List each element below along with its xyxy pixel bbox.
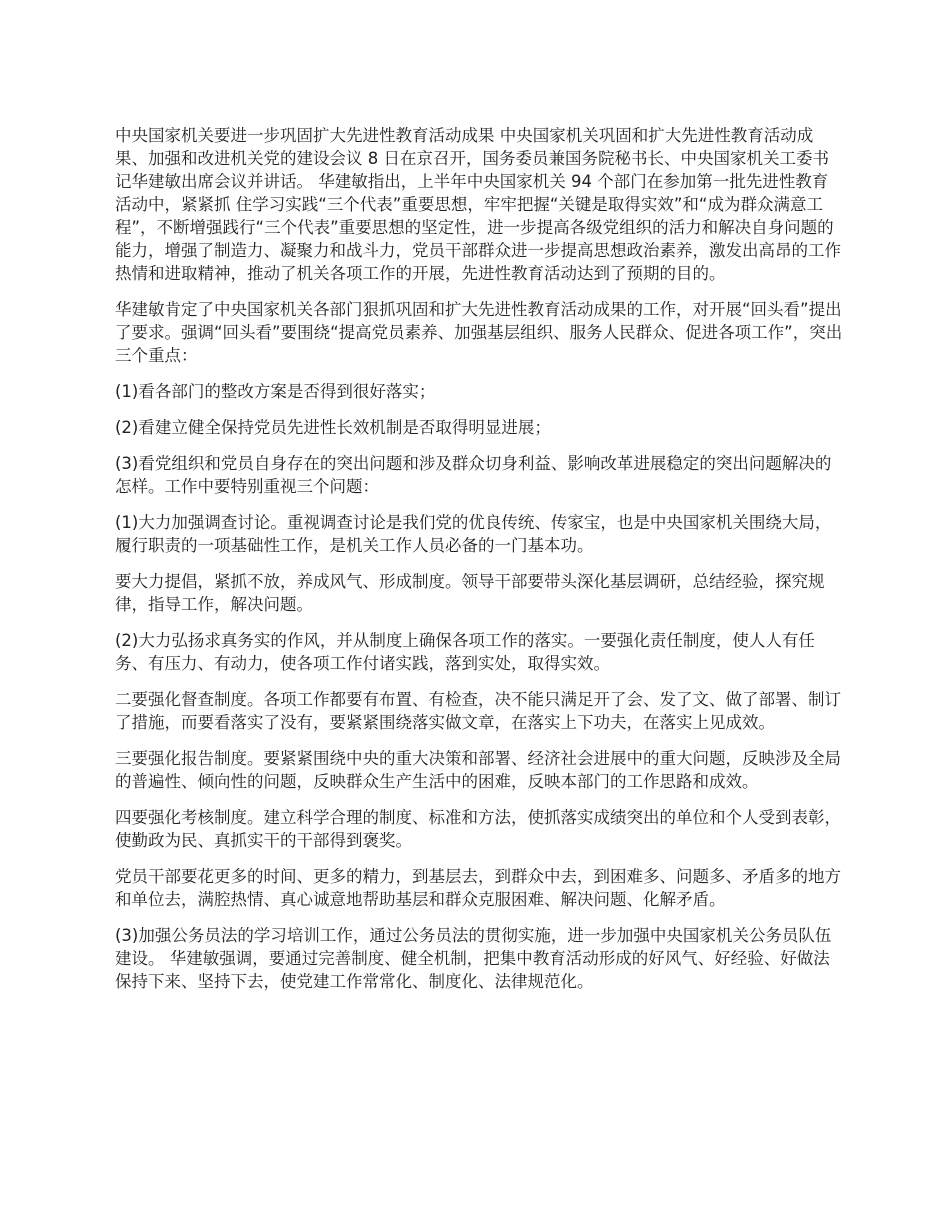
paragraph-9: 二要强化督查制度。各项工作都要有布置、有检查，决不能只满足开了会、发了文、做了部署、制订了措施，而要看落实了没有，要紧紧围绕落实做文章，在落实上下功夫，在落实上见成效。 — [115, 690, 841, 732]
paragraph-4: (2)看建立健全保持党员先进性长效机制是否取得明显进展； — [115, 418, 551, 437]
paragraph-3: (1)看各部门的整改方案是否得到很好落实； — [115, 382, 436, 401]
paragraph-1: 中央国家机关要进一步巩固扩大先进性教育活动成果 中央国家机关巩固和扩大先进性教育活动成果、加强和改进机关党的建设会议 8 日在京召开，国务委员兼国务院秘书长、中央国家机关工委书记华建敏出席会议并讲话。 华建敏指出，上半年中央国家机关 94 个部门在参加第一批先进性教育活动中，紧紧抓 住学习实践“三个代表”重要思想，牢牢把握“关键是取得实效”和“成为群众满意工程”，不断增强践行“三个代表”重要思想的坚定性，进一步提高各级党组织的活力和解决自身问题的能力，增强了制造力、凝聚力和战斗力，党员干部群众进一步提高思想政治素养，激发出高昂的工作热情和进取精神，推动了机关各项工作的开展，先进性教育活动达到了预期的目的。 — [115, 126, 841, 283]
paragraph-7: 要大力提倡，紧抓不放，养成风气、形成制度。领导干部要带头深化基层调研，总结经验，探究规律，指导工作，解决问题。 — [115, 572, 825, 614]
document-body — [115, 124, 843, 1006]
paragraph-8: (2)大力弘扬求真务实的作风，并从制度上确保各项工作的落实。一要强化责任制度，使人人有任务、有压力、有动力，使各项工作付诸实践，落到实处，取得实效。 — [115, 631, 815, 673]
paragraph-5: (3)看党组织和党员自身存在的突出问题和涉及群众切身利益、影响改革进展稳定的突出问题解决的怎样。工作中要特别重视三个问题： — [115, 454, 832, 496]
paragraph-13: (3)加强公务员法的学习培训工作，通过公务员法的贯彻实施，进一步加强中央国家机关公务员队伍建设。 华建敏强调，要通过完善制度、健全机制，把集中教育活动形成的好风气、好经验、好做法保持下来、坚持下去，使党建工作常常化、制度化、法律规范化。 — [115, 926, 832, 991]
paragraph-6: (1)大力加强调查讨论。重视调查讨论是我们党的优良传统、传家宝，也是中央国家机关围绕大局，履行职责的一项基础性工作，是机关工作人员必备的一门基本功。 — [115, 513, 832, 555]
paragraph-2: 华建敏肯定了中央国家机关各部门狠抓巩固和扩大先进性教育活动成果的工作，对开展“回头看”提出了要求。强调“回头看”要围绕“提高党员素养、加强基层组织、服务人民群众、促进各项工作”，突出三个重点： — [115, 300, 843, 365]
paragraph-12: 党员干部要花更多的时间、更多的精力，到基层去，到群众中去，到困难多、问题多、矛盾多的地方和单位去，满腔热情、真心诚意地帮助基层和群众克服困难、解决问题、化解矛盾。 — [115, 867, 841, 909]
paragraph-10: 三要强化报告制度。要紧紧围绕中央的重大决策和部署、经济社会进展中的重大问题，反映涉及全局的普遍性、倾向性的问题，反映群众生产生活中的困难，反映本部门的工作思路和成效。 — [115, 749, 841, 791]
paragraph-11: 四要强化考核制度。建立科学合理的制度、标准和方法，使抓落实成绩突出的单位和个人受到表彰，使勤政为民、真抓实干的干部得到褒奖。 — [115, 808, 841, 850]
